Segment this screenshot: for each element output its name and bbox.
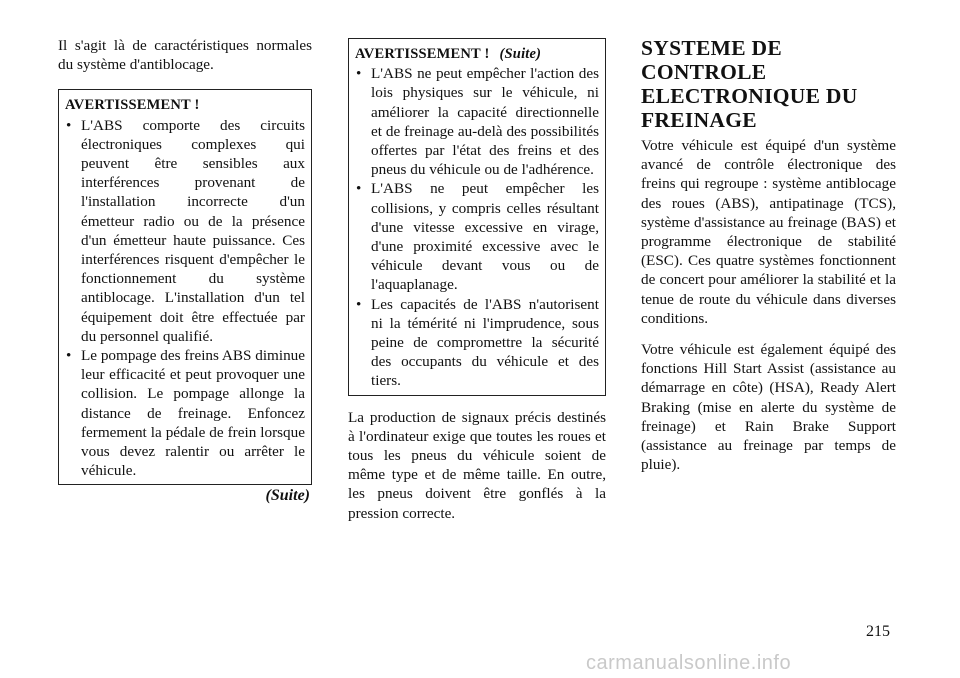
warning-list [355, 64, 599, 390]
section-heading: SYSTEME DE CONTROLE ELECTRONIQUE DU FREINAGE [641, 36, 858, 132]
watermark-text: carmanualsonline.info [586, 652, 792, 674]
continued-label: (Suite) [265, 487, 310, 505]
warning-title: AVERTISSEMENT ! [355, 46, 490, 62]
warning-bullet: • Le pompage des freins ABS diminue leur efficacité et peut provoquer une collision. Le pompage allonge la distance de freinage. Enfoncez fermement la pédale de frein lorsque vous devez ralentir ou arrêter le véhicule. [65, 346, 305, 480]
intro-paragraph: Il s'agit là de caractéristiques normales du système d'antiblocage. [58, 37, 312, 74]
warning-box-abs-limits [348, 38, 606, 396]
body-paragraph: Votre véhicule est équipé d'un système avancé de contrôle électronique des freins qui regroupe : système antiblocage des roues (ABS), antipatinage (TCS), système d'assistance au freinage (BAS) et programme électronique de stabilité (ESC). Ces quatre systèmes fonctionnent de concert pour améliorer la stabilité et la tenue de route du véhicule dans diverses conditions. [641, 137, 896, 327]
warning-list [65, 116, 305, 481]
body-paragraph: Votre véhicule est également équipé des fonctions Hill Start Assist (assistance au démarrage en côte) (HSA), Ready Alert Braking (mise en alerte du système de freinage) et Rain Brake Support (assistance au freinage par temps de pluie). [641, 341, 896, 474]
column-left [58, 0, 312, 505]
warning-bullet: • Les capacités de l'ABS n'autorisent ni la témérité ni l'imprudence, sous peine de compromettre la sécurité des occupants du véhicule et des tiers. [355, 295, 599, 391]
column-right [641, 0, 896, 474]
continued-label: (Suite) [499, 46, 542, 62]
warning-bullet: • L'ABS ne peut empêcher les collisions, y compris celles résultant d'une vitesse excessive en virage, d'une proximité excessive avec le véhicule devant vous ou de l'aquaplanage. [355, 179, 599, 294]
warning-bullet: • L'ABS ne peut empêcher l'action des lois physiques sur le véhicule, ni améliorer la capacité directionnelle et de freinage au-delà des possibilités offertes par l'état des freins et des pneus du véhicule ou de l'adhérence. [355, 64, 599, 179]
column-middle [348, 0, 606, 523]
wheel-tire-paragraph: La production de signaux précis destinés à l'ordinateur exige que toutes les roues et tous les pneus du véhicule soient de même type et de même taille. En outre, les pneus doivent être gonflés à la pression correcte. [348, 408, 606, 522]
warning-title-continued [355, 45, 599, 64]
warning-bullet: • L'ABS comporte des circuits électroniques complexes qui peuvent être sensibles aux interférences provenant de l'installation incorrecte d'un émetteur radio ou de la présence d'un émetteur haute puissance. Ces interférences risquent d'empêcher le fonctionnement du système antiblocage. L'installation d'un tel équipement doit être effectuée par du personnel qualifié. [65, 116, 305, 346]
page-number: 215 [866, 623, 890, 640]
warning-box-abs-interference [58, 89, 312, 485]
warning-title: AVERTISSEMENT ! [65, 97, 200, 114]
